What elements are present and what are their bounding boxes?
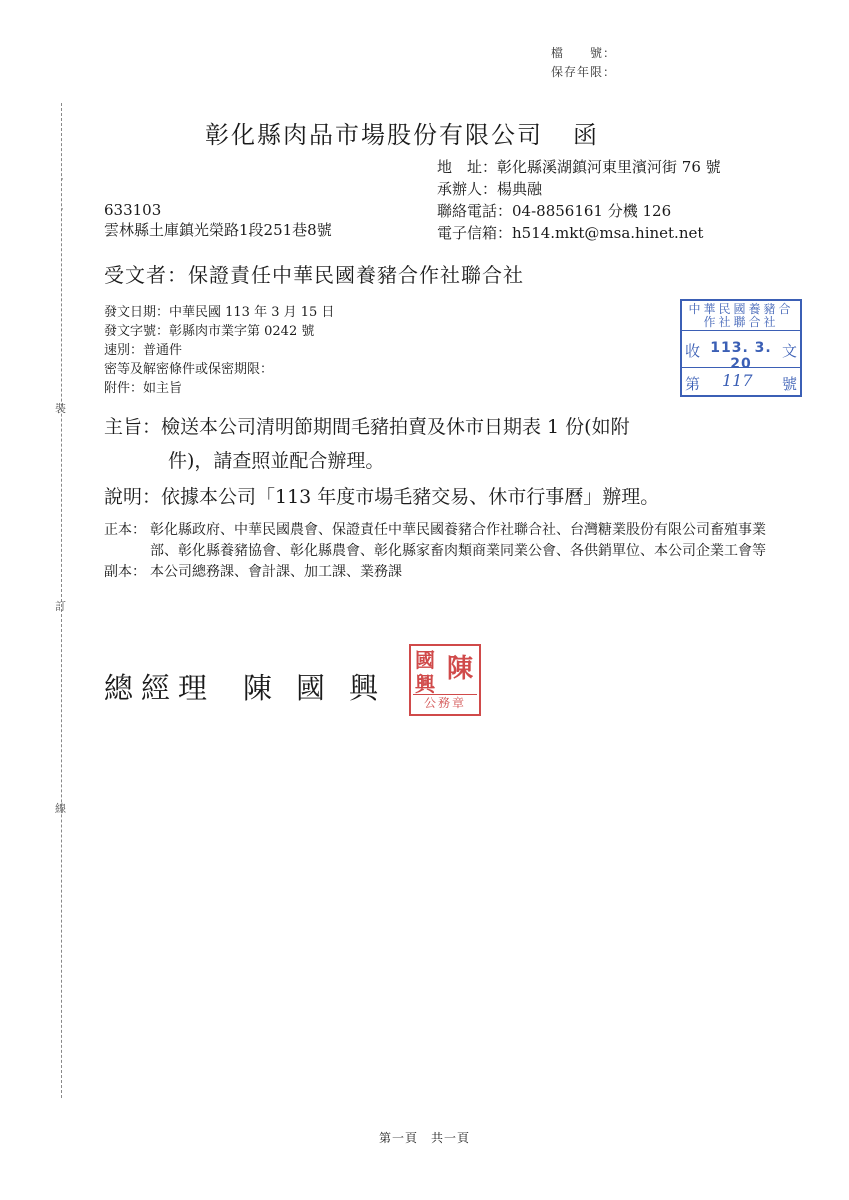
receipt-stamp (680, 299, 802, 397)
attachment-note: 附件：如主旨 (104, 381, 183, 396)
stamp-receive-left: 收 (685, 342, 701, 360)
copy-label: 副本： (104, 564, 146, 580)
original-recipients: 彰化縣政府、中華民國農會、保證責任中華民國養豬合作社聯合社、台灣糖業股份有限公司畜殖事業部、彰化縣養豬協會、彰化縣農會、彰化縣家畜肉類商業同業公會、各供銷單位、本公司企業工會等 (150, 522, 766, 559)
recipient-address: 雲林縣土庫鎮光榮路1段251巷8號 (104, 221, 332, 239)
subject-line-1: 主旨：檢送本公司清明節期間毛豬拍賣及休市日期表 1 份(如附 (104, 416, 630, 438)
binding-mark: 裝 (55, 402, 66, 415)
company-name: 彰化縣肉品市場股份有限公司 (205, 121, 543, 149)
sender-address: 地 址：彰化縣溪湖鎮河東里濱河街 76 號 (437, 158, 721, 176)
sender-phone: 聯絡電話：04-8856161 分機 126 (437, 202, 672, 220)
stamp-date: 113. 3. 20 (710, 340, 772, 372)
secrecy-level: 密等及解密條件或保密期限： (104, 362, 274, 377)
subject-line-2: 件)，請查照並配合辦理。 (168, 450, 385, 472)
seal-bottom-text: 公務章 (413, 694, 477, 712)
sender-email: 電子信箱：h514.mkt@msa.hinet.net (437, 224, 704, 242)
binding-mark: 訂 (55, 600, 66, 613)
seal-char: 陳 (447, 654, 474, 684)
doc-meta (104, 303, 334, 398)
seal-char: 興 (415, 672, 435, 696)
copy-recipients: 本公司總務課、會計課、加工課、業務課 (150, 564, 402, 580)
page-footer: 第一頁 共一頁 (378, 1131, 470, 1145)
official-seal (409, 644, 481, 716)
distribution (104, 520, 774, 583)
stamp-no-left: 第 (685, 375, 701, 393)
doc-number: 發文字號：彰縣肉市業字第 0242 號 (104, 324, 315, 339)
document-title (205, 115, 599, 150)
issue-date: 發文日期：中華民國 113 年 3 月 15 日 (104, 305, 335, 320)
signer-title: 總經理 (104, 671, 216, 705)
stamp-org: 中華民國養豬合作社聯合社 (682, 301, 800, 331)
addressee: 受文者：保證責任中華民國養豬合作社聯合社 (104, 263, 524, 287)
seal-char: 國 (415, 648, 435, 672)
doc-type: 函 (573, 121, 599, 149)
postal-code: 633103 (104, 201, 162, 219)
stamp-number: 117 (722, 371, 753, 390)
original-label: 正本： (104, 522, 146, 538)
subject (104, 410, 754, 478)
margin-dot: · (61, 205, 64, 215)
sender-info (437, 156, 721, 244)
file-number-label: 檔 號： (551, 46, 617, 60)
recipient-block (104, 200, 332, 240)
retention-label: 保存年限： (551, 65, 617, 79)
stamp-no-right: 號 (781, 375, 797, 393)
signer-name: 陳國興 (243, 671, 403, 705)
speed-class: 速別：普通件 (104, 343, 183, 358)
margin-dot: · (61, 175, 64, 185)
stamp-receive-right: 文 (781, 342, 797, 360)
sender-handler: 承辦人：楊典融 (437, 180, 543, 198)
signer (104, 666, 402, 707)
binding-mark: 線 (55, 802, 66, 815)
explanation: 說明：依據本公司「113 年度市場毛豬交易、休市行事曆」辦理。 (104, 486, 660, 508)
